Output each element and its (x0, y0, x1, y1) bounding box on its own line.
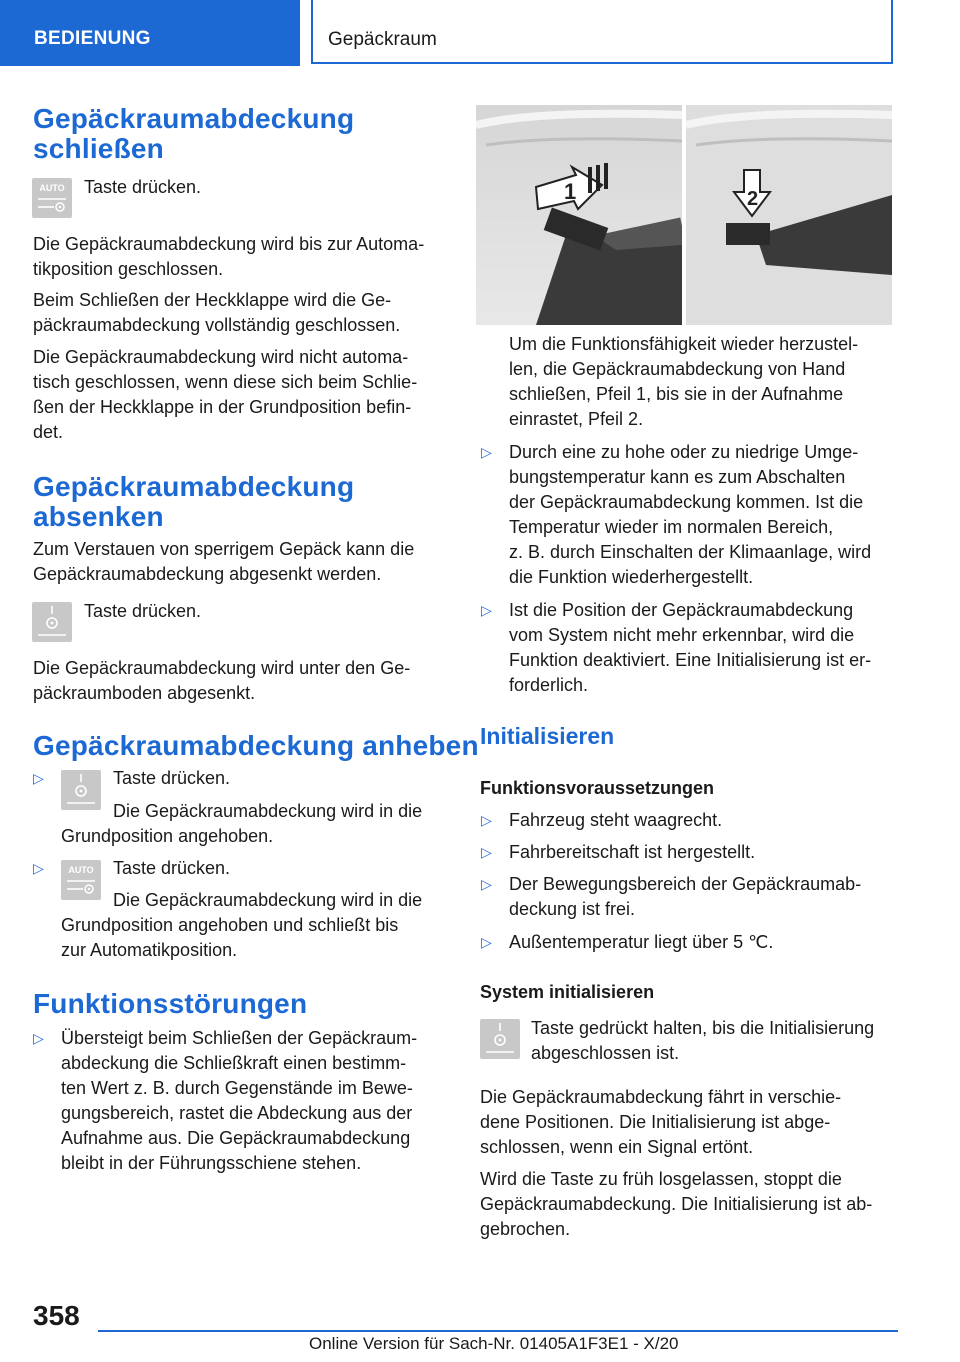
photo-arrow-2 (686, 105, 892, 325)
text-line: Fahrbereitschaft ist hergestellt. (509, 842, 756, 862)
page-number: 358 (33, 1300, 80, 1331)
text-line: tisch geschlossen, wenn diese sich beim Schlie‐ (33, 372, 418, 392)
text-line: Die Gepäckraumabdeckung wird unter den Ge‐ (33, 658, 411, 678)
text-line: Die Gepäckraumabdeckung wird bis zur Automa‐ (33, 234, 425, 254)
lower-key-text: Taste drücken. (84, 601, 202, 621)
header-chapter-label: Gepäckraum (328, 29, 437, 50)
cover-lower-key-icon (32, 602, 72, 642)
text-line: Übersteigt beim Schließen der Gepäckraum‐ (61, 1028, 418, 1048)
text-line: päckraumabdeckung vollständig geschlossen. (33, 315, 401, 335)
text-line: zur Automatikposition. (61, 940, 238, 960)
bullet-icon: ▷ (481, 876, 492, 892)
close-key-text: Taste drücken. (84, 177, 202, 197)
heading-close-line2: schließen (33, 133, 164, 164)
text-line: die Funktion wiederhergestellt. (509, 567, 754, 587)
text-line: der Gepäckraumabdeckung kommen. Ist die (509, 492, 864, 512)
text-line: schließen, Pfeil 1, bis sie in der Aufnahme (509, 384, 844, 404)
text-line: Um die Funktionsfähigkeit wieder herzustel‐ (509, 334, 859, 354)
footer-text: Online Version für Sach-Nr. 01405A1F3E1 - X/20 (309, 1334, 679, 1353)
footer-divider (98, 1330, 898, 1332)
text-line: Grundposition angehoben. (61, 826, 274, 846)
text-line: Temperatur wieder im normalen Bereich, (509, 517, 834, 537)
text-line: z. B. durch Einschalten der Klimaanlage, wird (509, 542, 872, 562)
text-line: Die Gepäckraumabdeckung wird in die (113, 890, 423, 910)
text-line: forderlich. (509, 675, 589, 695)
text-line: Gepäckraumabdeckung. Die Initialisierung ist ab‐ (480, 1194, 873, 1214)
text-line: Aufnahme aus. Die Gepäckraumabdeckung (61, 1128, 411, 1148)
bullet-icon: ▷ (33, 860, 44, 876)
photo-arrow-1 (476, 105, 682, 325)
heading-close-line1: Gepäckraumabdeckung (33, 103, 355, 134)
subheading-system-init: System initialisieren (480, 982, 655, 1002)
text-line: einrastet, Pfeil 2. (509, 409, 644, 429)
svg-text:AUTO: AUTO (39, 183, 65, 193)
text-line: bungstemperatur kann es zum Abschalten (509, 467, 846, 487)
bullet-icon: ▷ (481, 934, 492, 950)
text-line: päckraumboden abgesenkt. (33, 683, 256, 703)
cover-raise-key-icon (61, 770, 101, 810)
bullet-icon: ▷ (481, 602, 492, 618)
svg-text:AUTO: AUTO (68, 865, 94, 875)
text-line: Ist die Position der Gepäckraumabdeckung (509, 600, 854, 620)
text-line: Die Gepäckraumabdeckung wird nicht automa‐ (33, 347, 409, 367)
text-line: gungsbereich, rastet die Abdeckung aus der (61, 1103, 413, 1123)
subheading-prerequisites: Funktionsvoraussetzungen (480, 778, 715, 798)
text-line: Die Gepäckraumabdeckung fährt in verschie‐ (480, 1087, 842, 1107)
cover-key-icon (480, 1019, 520, 1059)
bullet-icon: ▷ (481, 444, 492, 460)
text-line: Taste drücken. (113, 858, 231, 878)
heading-malfunctions: Funktionsstörungen (33, 988, 308, 1019)
text-line: Gepäckraumabdeckung abgesenkt werden. (33, 564, 382, 584)
bullet-icon: ▷ (481, 844, 492, 860)
text-line: bleibt in der Führungsschiene stehen. (61, 1153, 362, 1173)
header-section-label: BEDIENUNG (34, 28, 151, 49)
text-line: Beim Schließen der Heckklappe wird die Ge‐ (33, 290, 392, 310)
header-section-tab (0, 0, 300, 66)
bullet-icon: ▷ (33, 1030, 44, 1046)
text-line: Fahrzeug steht waagrecht. (509, 810, 723, 830)
text-line: dene Positionen. Die Initialisierung ist abge‐ (480, 1112, 831, 1132)
heading-raise: Gepäckraumabdeckung anheben (33, 730, 479, 761)
heading-initialize: Initialisieren (480, 723, 615, 749)
text-line: Außentemperatur liegt über 5 ℃. (509, 932, 774, 952)
auto-close-key-icon (61, 860, 101, 900)
text-line: tikposition geschlossen. (33, 259, 224, 279)
text-line: ßen der Heckklappe in der Grundposition befin‐ (33, 397, 412, 417)
text-line: Funktion deaktiviert. Eine Initialisierung ist er‐ (509, 650, 872, 670)
text-line: deckung ist frei. (509, 899, 636, 919)
bullet-icon: ▷ (33, 770, 44, 786)
text-line: schlossen, wenn ein Signal ertönt. (480, 1137, 754, 1157)
text-line: abgeschlossen ist. (531, 1043, 680, 1063)
text-line: Grundposition angehoben und schließt bis (61, 915, 399, 935)
text-line: Die Gepäckraumabdeckung wird in die (113, 801, 423, 821)
header-chapter-box (311, 0, 893, 64)
text-line: len, die Gepäckraumabdeckung von Hand (509, 359, 846, 379)
arrow-label-2: 2 (747, 188, 759, 210)
text-line: Taste gedrückt halten, bis die Initialisierung (531, 1018, 875, 1038)
text-line: Wird die Taste zu früh losgelassen, stoppt die (480, 1169, 842, 1189)
text-line: Durch eine zu hohe oder zu niedrige Umge‐ (509, 442, 859, 462)
text-line: abdeckung die Schließkraft einen bestimm‐ (61, 1053, 407, 1073)
heading-lower-line1: Gepäckraumabdeckung (33, 471, 355, 502)
bullet-icon: ▷ (481, 812, 492, 828)
text-line: Zum Verstauen von sperrigem Gepäck kann die (33, 539, 415, 559)
text-line: det. (33, 422, 64, 442)
text-line: vom System nicht mehr erkennbar, wird die (509, 625, 855, 645)
auto-close-key-icon (32, 178, 72, 218)
text-line: ten Wert z. B. durch Gegenstände im Bewe‐ (61, 1078, 413, 1098)
text-line: gebrochen. (480, 1219, 571, 1239)
text-line: Der Bewegungsbereich der Gepäckraumab‐ (509, 874, 862, 894)
arrow-label-1: 1 (564, 179, 577, 204)
heading-lower-line2: absenken (33, 501, 164, 532)
text-line: Taste drücken. (113, 768, 231, 788)
